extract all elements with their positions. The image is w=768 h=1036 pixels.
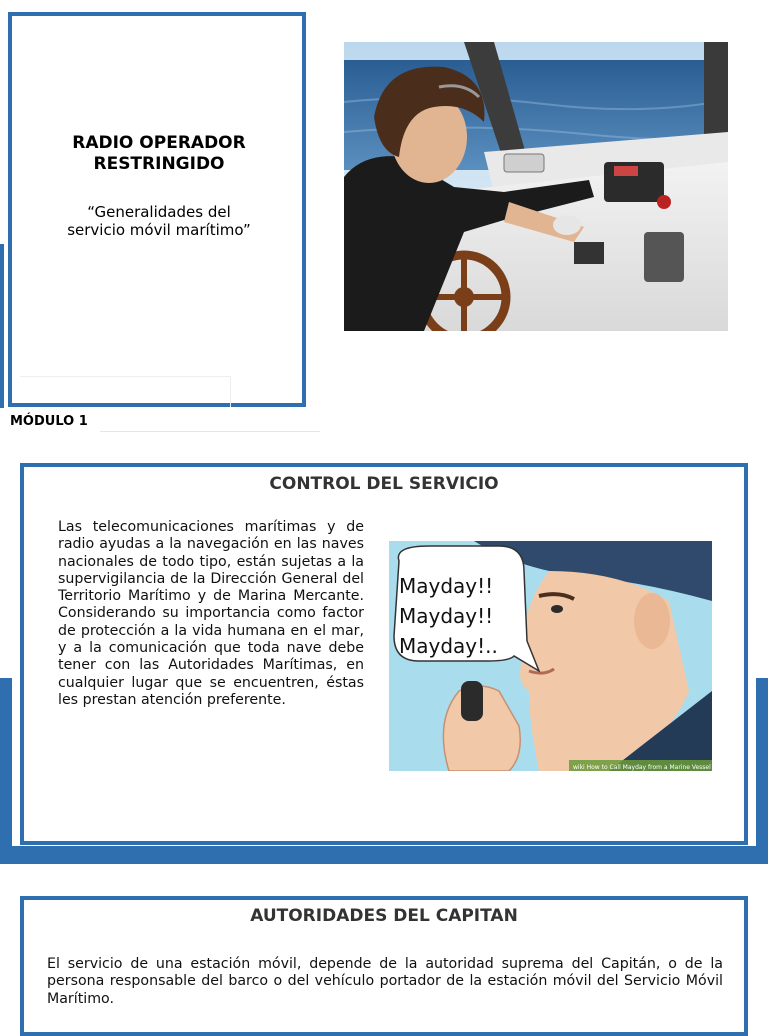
page2-right-accent [756,678,768,864]
autoridades-section-body: El servicio de una estación móvil, depende de la autoridad suprema del Capitán, o de la persona responsable del barco o del vehículo portador de la estación móvil del Servicio Móvil Marítimo. [47,956,723,1007]
image-watermark: wiki How to Call Mayday from a Marine Vessel [573,764,711,771]
cover-subtitle [12,203,306,239]
bubble-line3: Mayday!.. [399,634,498,658]
boat-radio-photo [344,42,728,331]
cover-subtitle-line2: servicio móvil marítimo” [67,221,251,239]
module-underline [100,431,320,432]
control-section-title: CONTROL DEL SERVICIO [269,474,499,494]
cover-title [12,133,306,175]
control-section-body: Las telecomunicaciones marítimas y de radio ayudas a la navegación en las naves nacionales de todo tipo, están sujetas a la supervigilancia de la Dirección General del Territorio Marítimo y de Marina Mercante. Considerando su importancia como factor de protección a la vida humana en el mar, y a la comunicación que toda nave debe tener con las Autoridades Marítimas, en cualquier lugar que se encuentren, éstas les prestan atención preferente. [58,519,364,708]
cover-title-line2: RESTRINGIDO [93,154,225,174]
bubble-line1: Mayday!! [399,574,494,598]
cover-left-accent [0,244,4,408]
cover-inner-divider [20,376,231,407]
module-label: MÓDULO 1 [10,414,88,429]
autoridades-section-title: AUTORIDADES DEL CAPITAN [250,906,518,926]
page2-bottom-accent [0,846,768,864]
cover-title-line1: RADIO OPERADOR [72,133,246,153]
cover-subtitle-line1: “Generalidades del [87,203,231,221]
page2-left-accent [0,678,12,864]
mayday-illustration [389,541,712,771]
bubble-line2: Mayday!! [399,604,494,628]
